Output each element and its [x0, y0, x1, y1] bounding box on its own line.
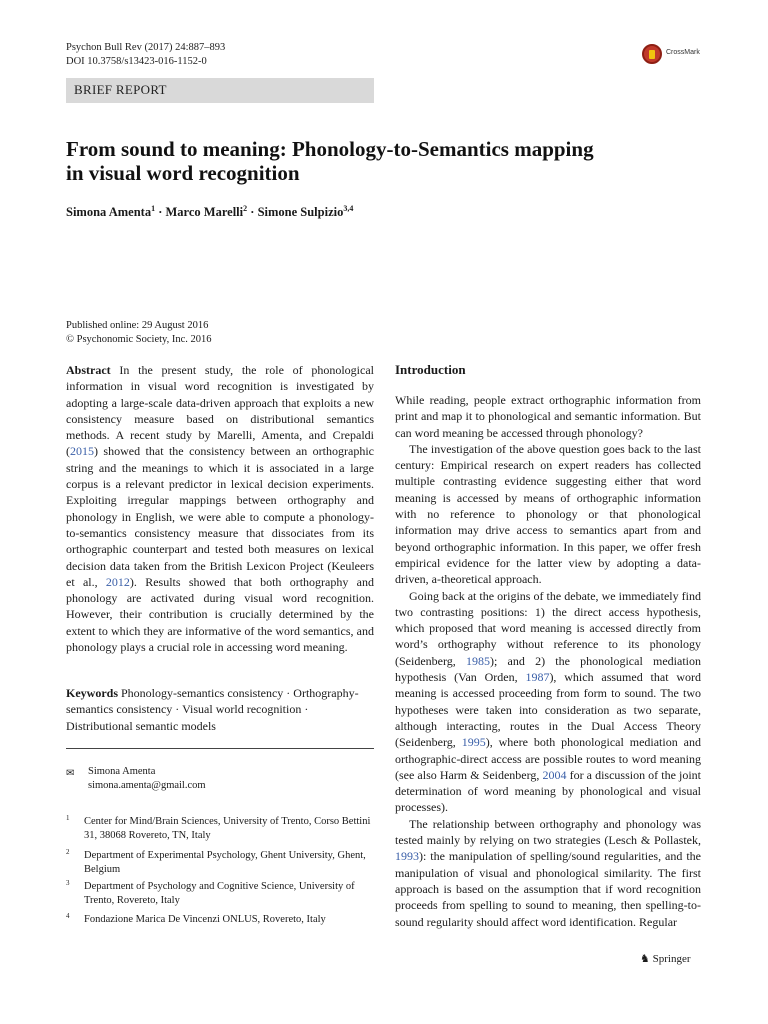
intro-text: ), which assumed that word meaning is accessed proceeding from form to sound. The two hypotheses were taken into consideration as two separate, although interacting, routes in the Dual Access Theory (Seidenberg,: [395, 670, 702, 750]
abstract-text-1: In the present study, the role of phonological information in visual word recognition is investigated by adopting a large-scale data-driven approach that exploits a new consistency measure based on distributional semantics methods. A recent study by Marelli, Amenta, and Crepaldi (: [66, 363, 374, 459]
affiliation-4: [66, 913, 374, 929]
author-separator: ·: [247, 205, 258, 220]
copyright: © Psychonomic Society, Inc. 2016: [66, 334, 212, 345]
abstract-text-2: ) showed that the consistency between an orthographic string and the meanings to which it is associated in a large corpus is a relevant predictor in lexical decision experiments. Exploiting irregular mappings between orthography and phonology in English, we were able to compute a phonology-to-semantics consistency measure that dissociates from its orthographic counterpart and tested both measures on lexical decision data taken from the British Lexicon Project (Keuleers et al.,: [66, 444, 374, 589]
author-separator: ·: [155, 205, 166, 220]
published-date: Published online: 29 August 2016: [66, 320, 209, 331]
introduction-body: [395, 392, 701, 930]
crossmark-badge[interactable]: [642, 44, 722, 66]
author-list: [66, 204, 353, 220]
intro-text: ); and 2) the phonological mediation hypothesis (Van Orden,: [395, 653, 701, 685]
affiliation-2: [66, 849, 374, 879]
title-line-2: in visual word recognition: [66, 161, 300, 185]
affiliation-number: 2: [66, 848, 70, 856]
keywords-label: Keywords: [66, 686, 118, 700]
corresponding-email[interactable]: simona.amenta@gmail.com: [88, 780, 206, 791]
intro-text: for a discussion of the joint determination of word meaning by phonological and visual processes).: [395, 767, 701, 815]
intro-paragraph-1: While reading, people extract orthographic information from print and map it to phonological and semantic information. But can word meaning be accessed through phonology?: [395, 393, 701, 440]
affiliation-number: 3: [66, 879, 70, 887]
affiliation-number: 4: [66, 912, 70, 920]
keywords: [66, 685, 374, 734]
intro-text: The relationship between orthography and phonology was tested mainly by relying on two strategies (Lesch & Pollastek,: [395, 816, 701, 848]
citation-link[interactable]: 1995: [461, 735, 486, 750]
citation-link[interactable]: 2012: [105, 574, 130, 589]
intro-text: ): the manipulation of spelling/sound regularities, and the manipulation of visual and phonological similarity. The first approach is based on the assumption that if word recognition proceeds from spelling to sound to meaning, then spelling-to-sound regularity should affect word identification. Regular: [395, 849, 701, 929]
intro-paragraph-4: [395, 816, 701, 930]
abstract: [66, 362, 374, 655]
doi[interactable]: DOI 10.3758/s13423-016-1152-0: [66, 56, 207, 67]
citation-link[interactable]: 2015: [70, 444, 94, 459]
paper-title: [66, 137, 686, 185]
title-line-1: From sound to meaning: Phonology-to-Semantics mapping: [66, 137, 594, 161]
citation-link[interactable]: 1985: [465, 653, 490, 668]
publisher-logo: [640, 952, 691, 965]
springer-horse-icon: ♞: [640, 953, 650, 965]
citation-link[interactable]: 2004: [542, 767, 567, 782]
footnote-divider: [66, 748, 374, 749]
journal-citation: Psychon Bull Rev (2017) 24:887–893: [66, 42, 226, 53]
intro-text: Going back at the origins of the debate, we immediately find two contrasting positions: 1) the direct access hypothesis, which proposed that word meaning is accessed directly from word’s orthography without reference to its phonology (Seidenberg,: [395, 588, 701, 668]
report-type-label: BRIEF REPORT: [74, 82, 167, 97]
affiliation-number: 1: [66, 814, 70, 822]
crossmark-icon: [642, 44, 662, 64]
abstract-label: Abstract: [66, 363, 111, 377]
crossmark-label: CrossMark: [666, 49, 700, 56]
affiliation-1: [66, 815, 374, 845]
citation-link[interactable]: 1987: [525, 670, 550, 685]
affiliation-text: Fondazione Marica De Vincenzi ONLUS, Rovereto, Italy: [84, 914, 326, 925]
publisher-name: Springer: [652, 953, 691, 965]
intro-paragraph-3: [395, 588, 701, 816]
report-type-bar: [66, 78, 374, 103]
intro-text: ), where both phonological mediation and orthographic-direct access are possible routes to word meaning (see also Harm & Seidenberg,: [395, 735, 701, 782]
author-1[interactable]: Simona Amenta: [66, 205, 152, 220]
affiliation-text: Department of Experimental Psychology, Ghent University, Ghent, Belgium: [84, 850, 366, 875]
author-2[interactable]: Marco Marelli: [165, 205, 244, 220]
affiliation-text: Department of Psychology and Cognitive Science, University of Trento, Rovereto, Italy: [84, 881, 355, 906]
author-1-affil: 1: [151, 204, 156, 213]
affiliation-text: Center for Mind/Brain Sciences, University of Trento, Corso Bettini 31, 38068 Rovereto, TN, Italy: [84, 816, 371, 841]
envelope-icon: ✉: [66, 768, 75, 779]
author-3-affil: 3,4: [343, 204, 354, 213]
corresponding-author: Simona Amenta: [88, 766, 156, 777]
correspondence: [66, 765, 206, 793]
affiliation-3: [66, 880, 374, 910]
section-heading-introduction: Introduction: [395, 362, 466, 377]
publication-info: [66, 319, 212, 347]
citation-link[interactable]: 1993: [395, 849, 419, 864]
intro-paragraph-2: The investigation of the above question goes back to the last century: Empirical research on expert readers has collected multiple contrasting evidence suggesting either that word meaning is accessed by means of orthographic information with no reference to phonology or that phonological information may drive access to semantics apart from and beyond orthographic information. In this paper, we offer fresh empirical evidence for the latter view by adopting a data-driven, a-theoretical approach.: [395, 441, 701, 587]
author-3[interactable]: Simone Sulpizio: [257, 205, 344, 220]
abstract-text-3: ). Results showed that both orthography and phonology are activated during visual word recognition. However, their contribution is crucially determined by the extent to which they are informative of the word semantics, and phonology plays a crucial role in accessing word meaning.: [66, 574, 374, 655]
keywords-text: Phonology-semantics consistency · Orthography-semantics consistency · Visual world recognition · Distributional semantic models: [66, 686, 359, 733]
author-2-affil: 2: [243, 204, 248, 213]
